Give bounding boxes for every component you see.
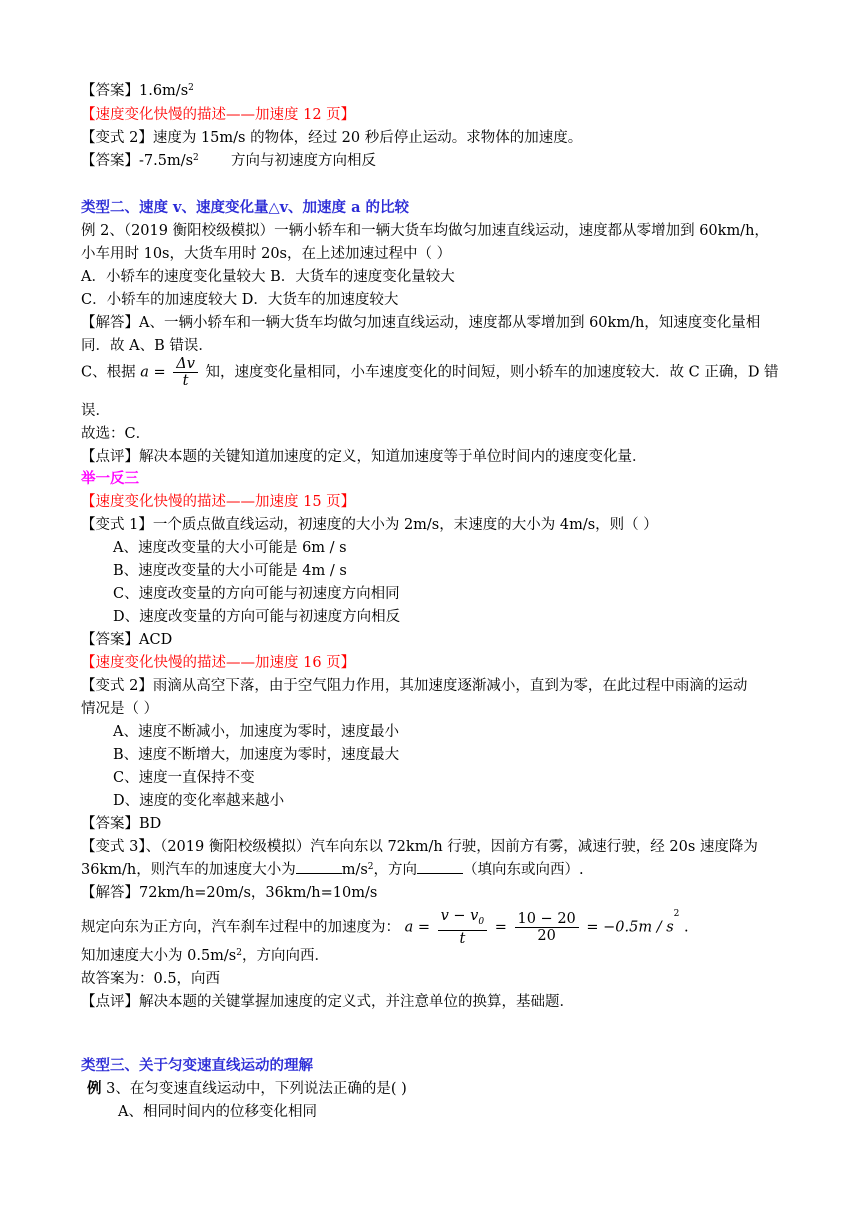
comment-2: 【点评】解决本题的关键知道加速度的定义，知道加速度等于单位时间内的速度变化量． — [81, 449, 647, 465]
fill-blank-2 — [417, 861, 463, 874]
type-3-heading: 类型三、关于匀变速直线运动的理解 — [81, 1057, 313, 1074]
example-3-option-a: A、相同时间内的位移变化相同 — [118, 1104, 317, 1120]
fill-blank-1 — [296, 861, 342, 874]
variant-2b-line-1: 【变式 2】雨滴从高空下落，由于空气阻力作用，其加速度逐渐减小，直到为零，在此过程中雨滴的运动 — [81, 678, 748, 694]
answer-line-1: 【答案】$1.6m/s^2$ — [81, 83, 194, 99]
variant-3-solution-3: 知加速度大小为 $0.5m/s^2$，方向向西． — [81, 948, 329, 964]
variant-3-answer: 故答案为：0.5，向西 — [81, 971, 221, 987]
formula-fraction-1: $\frac{v - v_0}{t}$ — [438, 908, 488, 947]
variant-1-option-d: D、速度改变量的方向可能与初速度方向相反 — [113, 609, 401, 625]
variant-2b-answer: 【答案】BD — [81, 816, 162, 832]
variant-1-option-a: A、速度改变量的大小可能是 6m / s — [113, 540, 347, 556]
solution-2-line-1: 【解答】A、一辆小轿车和一辆大货车均做匀加速直线运动，速度都从零增加到 60km/h，知速度变化量相 — [81, 315, 761, 331]
solution-2-line-2: 同．故 A、B 错误． — [81, 338, 213, 354]
variant-1-answer: 【答案】ACD — [81, 632, 173, 648]
example-3-question: 例 3、在匀变速直线运动中，下列说法正确的是( ) — [87, 1080, 407, 1097]
example-2-line-1: 例 2、（2019 衡阳校级模拟）一辆小轿车和一辆大货车均做匀加速直线运动，速度都从零增加到 60km/h， — [81, 223, 769, 239]
solution-2-line-4: 误． — [81, 403, 110, 419]
reference-heading-16: 【速度变化快慢的描述——加速度 16 页】 — [81, 655, 356, 671]
variant-2b-option-c: C、速度一直保持不变 — [113, 770, 255, 786]
variant-2b-option-a: A、速度不断减小，加速度为零时，速度最小 — [113, 724, 399, 740]
example-2-options-ab: A．小轿车的速度变化量较大 B．大货车的速度变化量较大 — [81, 269, 455, 285]
example-2-line-2: 小车用时 10s，大货车用时 20s，在上述加速过程中（ ） — [81, 246, 452, 262]
variant-3-line-1: 【变式 3】、（2019 衡阳校级模拟）汽车向东以 72km/h 行驶，因前方有雾，减速行驶，经 20s 速度降为 — [81, 839, 758, 855]
variant-3-solution-1: 【解答】72km/h=20m/s，36km/h=10m/s — [81, 885, 378, 901]
variant-2-question: 【变式 2】速度为 15m/s 的物体，经过 20 秒后停止运动。求物体的加速度。 — [81, 130, 583, 146]
variant-2b-option-d: D、速度的变化率越来越小 — [113, 793, 285, 809]
example-2-options-cd: C．小轿车的加速度较大 D．大货车的加速度较大 — [81, 292, 399, 308]
choice-2: 故选：C． — [81, 426, 151, 442]
juyi-fansan-heading: 举一反三 — [81, 470, 139, 487]
variant-2b-line-2: 情况是（ ） — [81, 701, 159, 717]
acceleration-formula: $\frac{\Delta v}{t}$ — [173, 356, 198, 389]
variant-3-line-2: 36km/h，则汽车的加速度大小为 $m/s^2$，方向 （填向东或向西）. — [81, 862, 584, 878]
reference-heading-12: 【速度变化快慢的描述——加速度 12 页】 — [81, 107, 356, 123]
variant-3-solution-2: 规定向东为正方向，汽车刹车过程中的加速度为： a = $\frac{v - v_0}{t}$ = $\frac{10 - 20}{20}$ = $-0.5m / s^2$ . — [81, 908, 689, 947]
type-2-heading: 类型二、速度 v、速度变化量△v、加速度 a 的比较 — [81, 199, 410, 216]
solution-2-line-3: C、根据 a = $\frac{\Delta v}{t}$ 知，速度变化量相同，小车速度变化的时间短，则小轿车的加速度较大．故 C 正确，D 错 — [81, 356, 779, 389]
comment-3: 【点评】解决本题的关键掌握加速度的定义式，并注意单位的换算，基础题． — [81, 994, 574, 1010]
formula-fraction-2: $\frac{10 - 20}{20}$ — [515, 911, 579, 944]
variant-1-option-b: B、速度改变量的大小可能是 4m / s — [113, 563, 347, 579]
variant-1-question: 【变式 1】一个质点做直线运动，初速度的大小为 2m/s，末速度的大小为 4m/s，则（ ） — [81, 517, 658, 533]
variant-1-option-c: C、速度改变量的方向可能与初速度方向相同 — [113, 586, 400, 602]
reference-heading-15: 【速度变化快慢的描述——加速度 15 页】 — [81, 494, 356, 510]
variant-2b-option-b: B、速度不断增大，加速度为零时，速度最大 — [113, 747, 400, 763]
answer-line-2: 【答案】$-7.5m/s^2$ 方向与初速度方向相反 — [81, 153, 377, 169]
